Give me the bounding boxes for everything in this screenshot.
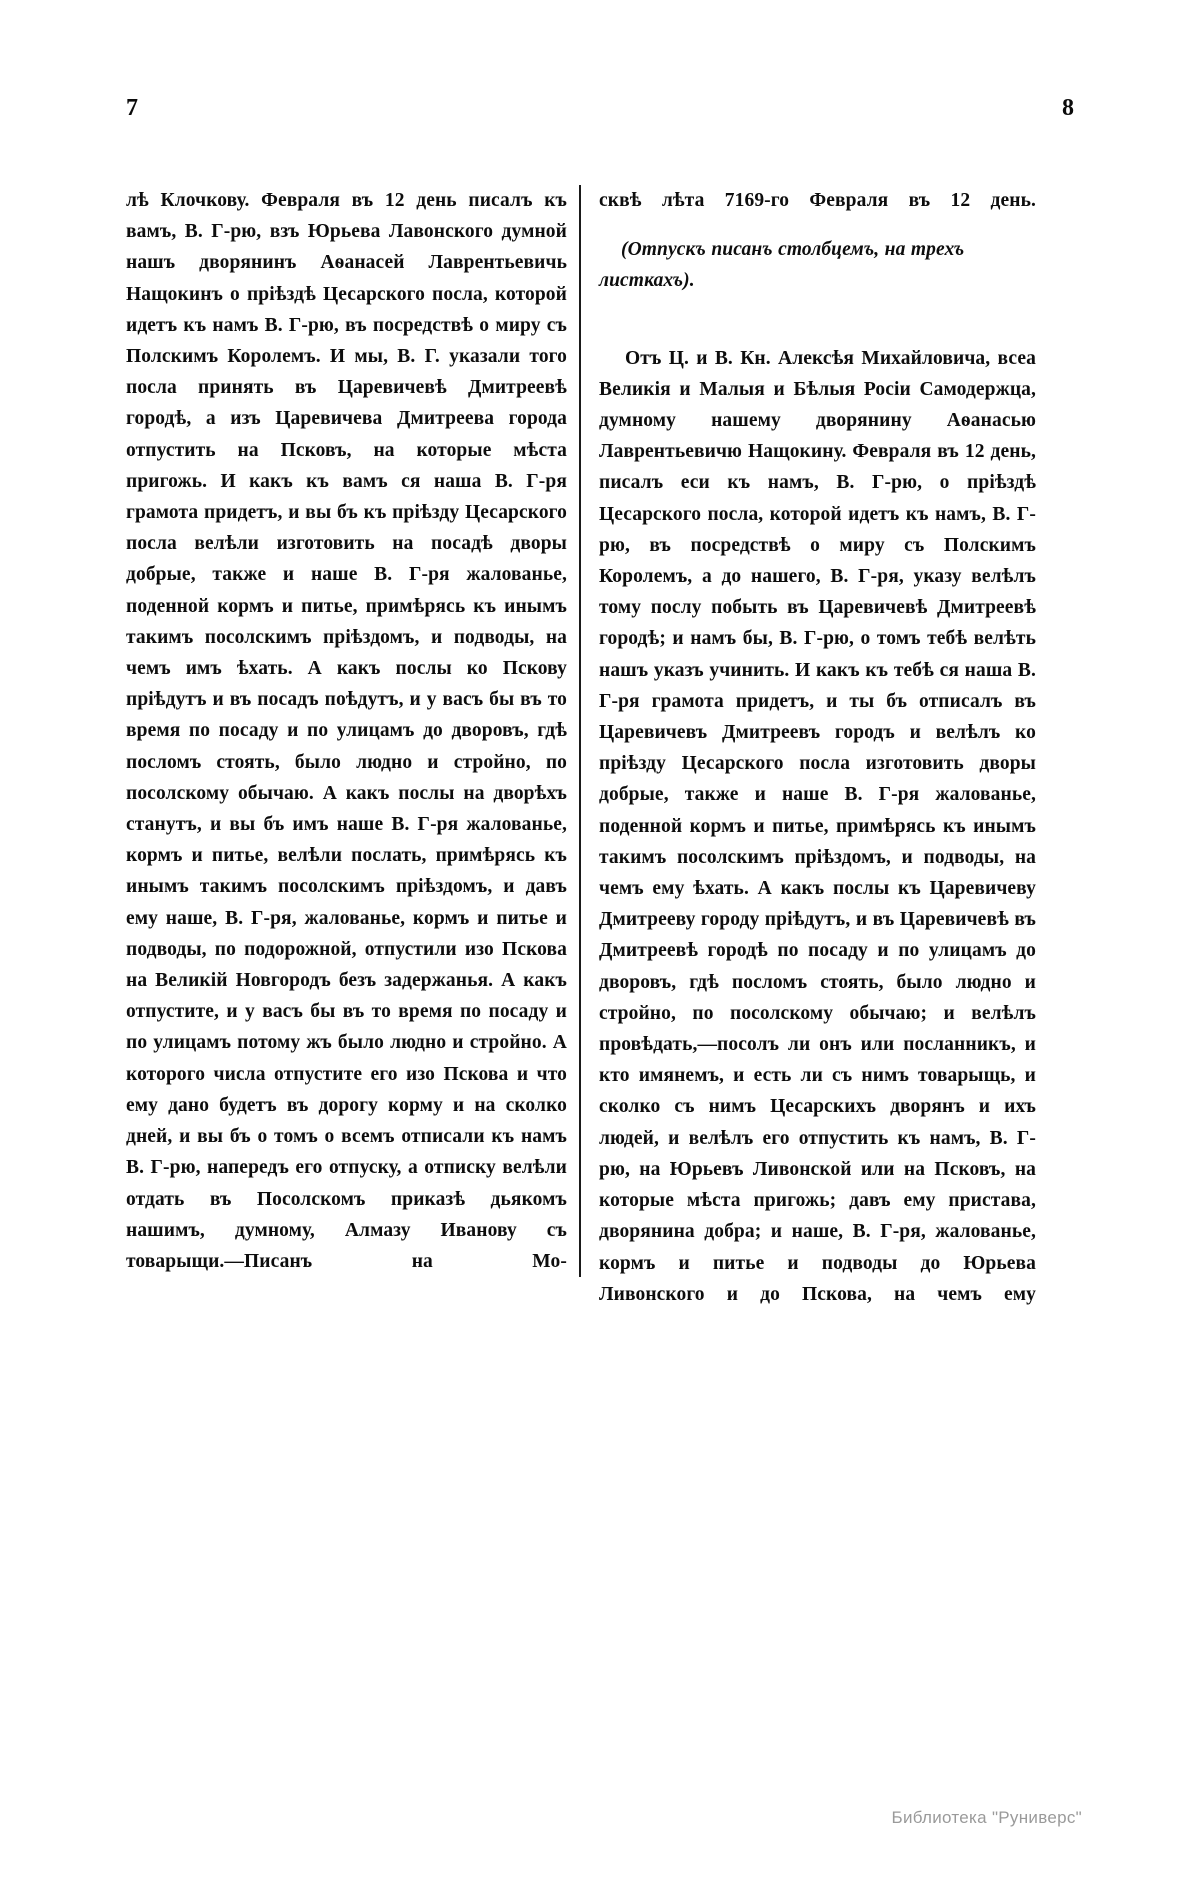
right-column-continuation-paragraph: сквѣ лѣта 7169-го Февраля въ 12 день. [599,190,1036,211]
right-text-column [581,185,1036,1310]
right-column-document-paragraph: Отъ Ц. и В. Кн. Алексѣя Михайловича, всеа Великія и Малыя и Бѣлыя Росіи Самодержца, думному нашему дворянину Аѳанасью Лаврентьевичю Нащокину. Февраля въ 12 день, писалъ еси къ намъ, В. Г-рю, о пріѣздѣ Цесарского посла, которой идетъ къ намъ, В. Г-рю, въ посредствѣ о миру съ Полскимъ Королемъ, а до нашего, В. Г-ря, указу велѣлъ тому послу побыть въ Царевичевѣ Дмитреевѣ городѣ; и намъ бы, В. Г-рю, о томъ тебѣ велѣть нашъ указъ учинить. И какъ къ тебѣ ся наша В. Г-ря грамота придетъ, и ты бъ отписалъ въ Царевичевъ Дмитреевъ городъ и велѣлъ ко пріѣзду Цесарского посла изготовить дворы добрые, также и наше В. Г-ря жалованье, поденной кормъ и питье, примѣрясь къ инымъ такимъ посолскимъ пріѣздомъ, и подводы, на чемъ ему ѣхать. А какъ послы къ Царевичеву Дмитрееву городу пріѣдутъ, и въ Царевичевѣ въ Дмитреевѣ городѣ по посаду и по улицамъ до дворовъ, гдѣ посломъ стоять, было людно и стройно, по посолскому обычаю; и велѣлъ провѣдать,—посолъ ли онъ или посланникъ, и кто имянемъ, и есть ли съ нимъ товарыщь, и сколко съ нимъ Цесарскихъ дворянъ и ихъ людей, и велѣлъ его отпустить къ намъ, В. Г-рю, на Юрьевъ Ливонской или на Псковъ, на которые мѣста пригожь; давъ ему пристава, дворянина добра; и наше, В. Г-ря, жалованье, кормъ и питье и подводы до Юрьева Ливонского и до Пскова, на чемъ ему [599,347,1036,1305]
folio-number-left: 7 [126,95,138,121]
library-watermark: Библиотека "Руниверс" [891,1808,1082,1827]
left-column-paragraph: лѣ Клочкову. Февраля въ 12 день писалъ къ вамъ, В. Г-рю, взъ Юрьева Лавонского думной нашъ дворянинъ Аѳанасей Лаврентьевичь Нащокинъ о пріѣздѣ Цесарского посла, которой идетъ къ намъ В. Г-рю, въ посредствѣ о миру съ Полскимъ Королемъ. И мы, В. Г. указали того посла принять въ Царевичевѣ Дмитреевѣ городѣ, а изъ Царевичева Дмитреева города отпустить на Псковъ, на которые мѣста пригожь. И какъ къ вамъ ся наша В. Г-ря грамота придетъ, и вы бъ къ пріѣзду Цесарского посла велѣли изготовить на посадѣ дворы добрые, также и наше В. Г-ря жалованье, поденной кормъ и питье, примѣрясь къ инымъ такимъ посолскимъ пріѣздомъ, и подводы, на чемъ имъ ѣхать. А какъ послы ко Пскову пріѣдутъ и въ посадъ поѣдутъ, и у васъ бы въ то время по посаду и по улицамъ до дворовъ, гдѣ посломъ стоять, было людно и стройно, по посолскому обычаю. А какъ послы на дворѣхъ станутъ, и вы бъ имъ наше В. Г-ря жалованье, кормъ и питье, велѣли послать, примѣрясь къ инымъ такимъ посолскимъ пріѣздомъ, и давъ ему наше, В. Г-ря, жалованье, кормъ и питье и подводы, по подорожной, отпустили изо Пскова на Великій Новгородъ безъ задержанья. А какъ отпустите, и у васъ бы въ то время по посаду и по улицамъ потому жъ было людно и стройно. А которого числа отпустите его изо Пскова и что ему дано будетъ въ дорогу корму и на сколко дней, и вы бъ о томъ о всемъ отписали къ намъ В. Г-рю, напередъ его отпуску, а отписку велѣли отдать въ Посолскомъ приказѣ дьякомъ нашимъ, думному, Алмазу Иванову съ товарыщи.—Писанъ на Мо- [126,190,567,1272]
spacer-before-document [599,297,1036,343]
folio-number-right: 8 [1062,95,1074,121]
left-text-column [126,185,581,1277]
editorial-note: (Отпускъ писанъ столбцемъ, на трехъ листкахъ). [599,239,965,292]
two-column-text-body [126,185,1074,1310]
spacer-after-continuation [599,216,1036,234]
